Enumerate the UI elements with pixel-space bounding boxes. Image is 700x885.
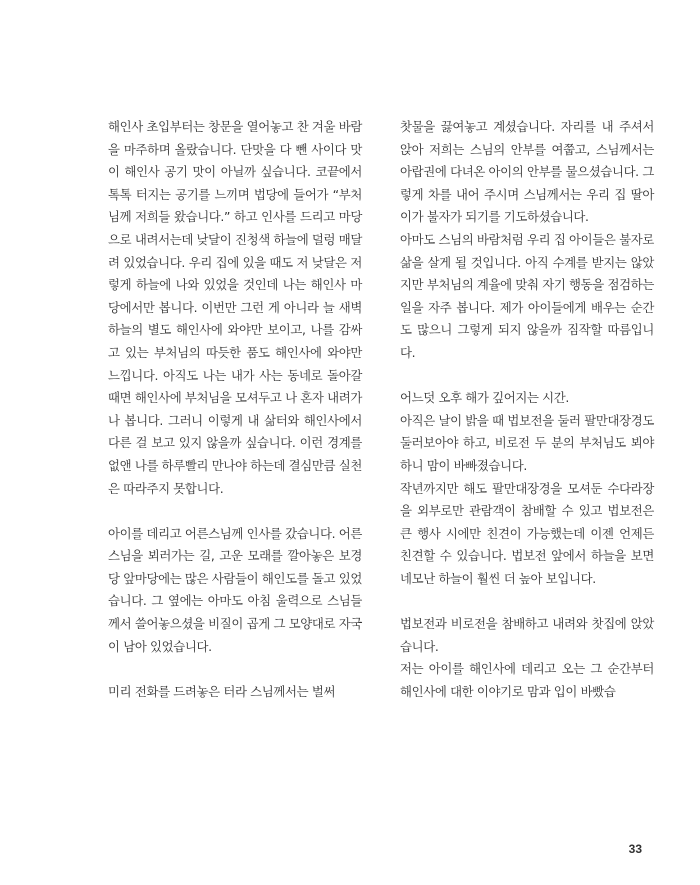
paragraph-afternoon: 어느덧 오후 해가 깊어지는 시간. xyxy=(400,390,569,406)
paragraph-children-buddhists: 아마도 스님의 바람처럼 우리 집 아이들은 불자로 삶을 살게 될 것입니다. 아직 수계를 받지는 않았지만 부처님의 계율에 맞춰 자기 행동을 점검하는 일을 자주 봅니다. 제가 아이들에게 배우는 순간도 많으니 그렇게 되지 않을까 짐작할 따름입니다. xyxy=(400,231,654,360)
paragraph-beopbojeon: 작년까지만 해도 팔만대장경을 모셔둔 수다라장을 외부로만 관람객이 참배할 수 있고 법보전은 큰 행사 시에만 친견이 가능했는데 이젠 언제든 친견할 수 있습니다. 법보전 앞에서 하늘을 보면 네모난 하늘이 훨씬 더 높아 보입니다. xyxy=(400,480,654,586)
paragraph-arrival: 해인사 초입부터는 창문을 열어놓고 찬 겨울 바람을 마주하며 올랐습니다. 단맛을 다 뺀 사이다 맛이 해인사 공기 맛이 아닐까 싶습니다. 코끝에서 톡톡 터지는 공기를 느끼며 법당에 들어가 “부처님께 저희들 왔습니다.” 하고 인사를 드리고 마당으로 내려서는데 낮달이 진청색 하늘에 덜렁 매달려 있었습니다. 우리 집에 있을 때도 저 낮달은 저렇게 하늘에 나와 있었을 것인데 나는 해인사 마당에서만 봅니다. 이번만 그런 게 아니라 늘 새벽하늘의 별도 해인사에 와야만 보이고, 나를 감싸고 있는 부처님의 따듯한 품도 해인사에 와야만 느낍니다. 아직도 나는 내가 사는 동네로 돌아갈 때면 해인사에 부처님을 모셔두고 나 혼자 내려가나 봅니다. 그러니 이렇게 내 삶터와 해인사에서 다른 걸 보고 있지 않을까 싶습니다. 이런 경계를 없앤 나를 하루빨리 만나야 하는데 결심만큼 실천은 따라주지 못합니다. xyxy=(108,119,362,496)
paragraph-teahouse: 법보전과 비로전을 참배하고 내려와 찻집에 앉았습니다. xyxy=(400,616,654,654)
paragraph-tea: 찻물을 끓여놓고 계셨습니다. 자리를 내 주셔서 앉아 저희는 스님의 안부를 여쭙고, 스님께서는 아랍권에 다녀온 아이의 안부를 물으셨습니다. 그렇게 차를 내어 주시며 스님께서는 우리 집 딸아이가 불자가 되기를 기도하셨습니다. xyxy=(400,119,654,225)
paragraph-busy-talk: 저는 아이를 해인사에 데리고 오는 그 순간부터 해인사에 대한 이야기로 맘과 입이 바빴습 xyxy=(400,661,654,699)
left-column xyxy=(108,116,362,703)
paragraph-visit-elder-monk: 아이를 데리고 어른스님께 인사를 갔습니다. 어른스님을 뵈러가는 길, 고운 모래를 깔아놓은 보경당 앞마당에는 많은 사람들이 해인도를 돌고 있었습니다. 그 옆에는 아마도 아침 울력으로 스님들께서 쓸어놓으셨을 비질이 곱게 그 모양대로 자국이 남아 있었습니다. xyxy=(108,525,362,654)
right-column xyxy=(400,116,654,703)
paragraph-phone-call: 미리 전화를 드려놓은 터라 스님께서는 벌써 xyxy=(108,683,336,699)
paragraph-tripitaka: 아직은 날이 밝을 때 법보전을 둘러 팔만대장경도 둘러보아야 하고, 비로전 두 분의 부처님도 뵈야 하니 맘이 바빠졌습니다. xyxy=(400,412,654,473)
page-number: 33 xyxy=(628,842,642,856)
